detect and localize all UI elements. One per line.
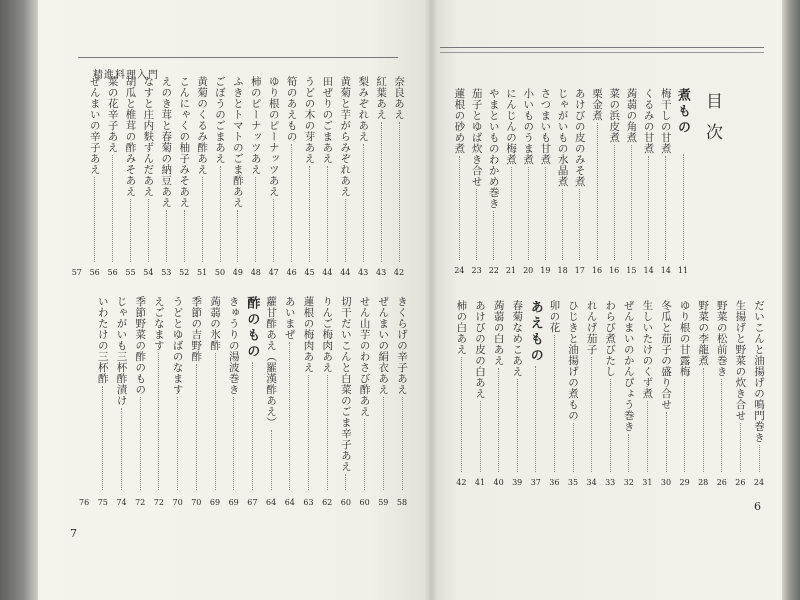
- toc-entry: [374, 76, 388, 277]
- toc-page-number: 64: [266, 498, 277, 507]
- dotted-leader: [459, 156, 460, 260]
- toc-page-number: 31: [642, 478, 653, 487]
- toc-entry-title: にんじんの梅煮: [505, 88, 517, 165]
- toc-entry: [339, 296, 353, 507]
- toc-page-number: 47: [268, 268, 279, 277]
- toc-entry-title: うどの木の芽あえ: [303, 76, 316, 164]
- dotted-leader: [327, 375, 328, 490]
- toc-page-number: 75: [97, 498, 108, 507]
- toc-entry: [521, 88, 535, 275]
- dotted-leader: [252, 362, 253, 490]
- toc-entry: [213, 76, 227, 277]
- toc-entry: [395, 296, 409, 507]
- dotted-leader: [740, 423, 741, 472]
- dotted-leader: [573, 423, 574, 472]
- dotted-leader: [759, 445, 760, 472]
- dotted-leader: [493, 211, 494, 260]
- toc-page-number: 55: [125, 268, 136, 277]
- toc-entry: [70, 76, 84, 277]
- dotted-leader: [498, 368, 499, 472]
- toc-page-number: 19: [540, 266, 551, 275]
- toc-entry: [624, 88, 638, 275]
- toc-entry-title: ゆり根のピーナッツあえ: [267, 76, 280, 197]
- toc-heading-leader: [529, 364, 543, 487]
- dotted-leader: [158, 353, 159, 490]
- dotted-leader: [399, 122, 400, 262]
- toc-entry-title: 茄子とゆば炊き合せ: [470, 88, 483, 187]
- running-head: 精進料理入門: [93, 70, 159, 81]
- toc-entry-title: 奈良あえ: [393, 76, 405, 120]
- toc-page-number: 48: [250, 268, 261, 277]
- left-header-rule: [78, 57, 398, 58]
- dotted-leader: [271, 430, 272, 490]
- toc-entry: [356, 76, 370, 277]
- toc-page-number: 41: [474, 478, 486, 487]
- book-gutter: [424, 0, 438, 600]
- toc-page-number: 49: [232, 268, 243, 277]
- toc-entry: [492, 300, 506, 487]
- toc-entry: [607, 88, 621, 275]
- toc-page-number: 40: [493, 478, 504, 487]
- dotted-leader: [562, 189, 563, 260]
- left-page-number: 7: [70, 527, 77, 540]
- toc-page-number: 60: [359, 498, 370, 507]
- toc-page-number: 22: [488, 266, 499, 275]
- toc-page-number: 70: [172, 498, 183, 507]
- toc-entry-title: ぜんまいの辛子あえ: [88, 76, 101, 175]
- toc-entry: [159, 76, 173, 277]
- toc-entry-title: 梅干しの甘煮: [659, 88, 672, 154]
- toc-page-number: 54: [143, 268, 154, 277]
- toc-entry: [302, 296, 316, 507]
- toc-entry-title: わらび煮びたし: [604, 300, 617, 377]
- dotted-leader: [597, 123, 598, 260]
- dotted-leader: [545, 167, 546, 260]
- toc-entry-title: れんげ茄子: [585, 300, 598, 355]
- dotted-leader: [196, 364, 197, 490]
- toc-entry-title: あいまぜ: [283, 296, 296, 340]
- toc-heading-leader: [676, 152, 690, 275]
- toc-entry: [338, 76, 352, 277]
- toc-page-number: 39: [512, 478, 523, 487]
- toc-entry: [77, 296, 91, 507]
- dotted-leader: [202, 177, 203, 262]
- toc-entry-title: 筍のあえもの: [285, 76, 298, 142]
- toc-entry-title: 柿のピーナッツあえ: [249, 76, 262, 175]
- toc-entry-title: ごぼうのごまあえ: [214, 76, 226, 164]
- toc-entry-title: 冬瓜と茄子の盛り合せ: [660, 300, 672, 410]
- toc-page-number: 69: [209, 498, 221, 507]
- toc-entry: [267, 76, 281, 277]
- dotted-leader: [233, 397, 234, 490]
- toc-section-heading: 煮もの: [675, 88, 690, 136]
- toc-entry-title: えのき茸と春菊の納豆あえ: [160, 76, 173, 208]
- dotted-leader: [102, 386, 103, 490]
- toc-entry: [696, 300, 710, 487]
- toc-entry-title: 蓮根の砂め煮: [453, 88, 466, 154]
- toc-page-number: 56: [89, 268, 100, 277]
- dotted-leader: [610, 379, 611, 472]
- toc-page-number: 16: [591, 266, 603, 275]
- toc-page-number: 14: [643, 266, 654, 275]
- toc-page-number: 32: [623, 478, 634, 487]
- toc-entry: [264, 296, 278, 507]
- dotted-leader: [647, 401, 648, 472]
- toc-page-number: 16: [609, 266, 620, 275]
- dotted-leader: [184, 210, 185, 262]
- toc-page-number: 67: [247, 498, 258, 507]
- toc-page-number: 69: [228, 498, 239, 507]
- toc-entry: [752, 300, 766, 487]
- toc-entry-title: 菜の花辛子あえ: [106, 76, 119, 153]
- toc-page-number: 14: [660, 266, 671, 275]
- toc-page-number: 60: [340, 498, 351, 507]
- toc-entry: [115, 296, 129, 507]
- dotted-leader: [364, 419, 365, 490]
- toc-page-number: 58: [396, 498, 408, 507]
- toc-entry: [659, 88, 673, 275]
- toc-entry-title: くるみの甘煮: [642, 88, 655, 154]
- toc-page-number: 26: [716, 478, 727, 487]
- dotted-leader: [177, 397, 178, 490]
- toc-entry: [285, 76, 299, 277]
- toc-entry: [487, 88, 501, 275]
- toc-entry-title: だいこんと油揚げの鳴門巻き: [753, 300, 765, 443]
- dotted-leader: [140, 397, 141, 490]
- toc-page-number: 64: [284, 498, 295, 507]
- toc-page-number: 51: [197, 268, 208, 277]
- toc-page-number: 53: [161, 268, 172, 277]
- toc-page-number: 59: [378, 498, 389, 507]
- toc-entry: [642, 88, 656, 275]
- dotted-leader: [166, 210, 167, 262]
- toc-entry-title: ぜんまいのかんぴょう巻き: [622, 300, 635, 432]
- toc-entry-title: りんご梅肉あえ: [321, 296, 334, 373]
- toc-section-heading: 酢のもの: [244, 296, 260, 360]
- toc-entry-title: 栗金煮: [591, 88, 603, 121]
- dotted-leader: [289, 342, 290, 490]
- toc-page-number: 15: [626, 266, 637, 275]
- toc-entry: [376, 296, 390, 507]
- dotted-leader: [517, 379, 518, 472]
- toc-entry: [88, 76, 102, 277]
- toc-entry: [141, 76, 155, 277]
- dotted-leader: [94, 177, 95, 262]
- dotted-leader: [703, 368, 704, 472]
- toc-entry: [303, 76, 317, 277]
- dotted-leader: [220, 166, 221, 262]
- toc-page-number: 72: [153, 498, 164, 507]
- toc-page-number: 50: [214, 268, 226, 277]
- toc-entry: [124, 76, 138, 277]
- dotted-leader: [476, 189, 477, 260]
- toc-entry-title: きくらげの辛子あえ: [396, 296, 408, 395]
- right-header-rule: [440, 47, 764, 48]
- toc-entry-title: 紅葉あえ: [375, 76, 388, 120]
- toc-entry-title: ふきとトマトのごま酢あえ: [231, 76, 244, 208]
- toc-entry: [358, 296, 372, 507]
- dotted-leader: [535, 366, 536, 472]
- toc-entry-title: 蒟蒻の氷酢: [209, 296, 221, 351]
- dotted-leader: [327, 166, 328, 262]
- toc-page-number: 24: [753, 478, 765, 487]
- toc-page-number: 34: [586, 478, 597, 487]
- dotted-leader: [721, 379, 722, 472]
- toc-page-number: 37: [530, 478, 541, 487]
- toc-entry-title: 小いものうま煮: [522, 88, 535, 165]
- toc-page-number: 56: [107, 268, 118, 277]
- toc-entry-title: ぜんまいの絹衣あえ: [377, 296, 390, 395]
- toc-entry: [470, 88, 484, 275]
- toc-entry: [227, 296, 241, 507]
- toc-entry-title: えごなます: [152, 296, 165, 351]
- dotted-leader: [255, 177, 256, 262]
- toc-page-number: 30: [660, 478, 672, 487]
- toc-section-heading: あえもの: [527, 300, 543, 364]
- dotted-leader: [628, 434, 629, 472]
- toc-entry-title: 季節の吉野酢: [190, 296, 203, 362]
- book-cover-edge-right: [782, 0, 800, 600]
- dotted-leader: [461, 357, 462, 472]
- toc-entry: [640, 300, 654, 487]
- toc-entry-title: あけびの皮の白あえ: [474, 300, 486, 399]
- toc-page-number: 42: [393, 268, 405, 277]
- toc-entry: [231, 76, 245, 277]
- toc-entry-title: こんにゃくの柚子みそあえ: [178, 76, 191, 208]
- toc-entry-title: 蘿甘酢あえ（羅漢酢あえ）: [265, 296, 278, 428]
- toc-page-number: 70: [191, 498, 202, 507]
- dotted-leader: [511, 167, 512, 260]
- toc-entry: [510, 300, 524, 487]
- toc-entry: [585, 300, 599, 487]
- toc-entry: [320, 76, 334, 277]
- toc-entry: [473, 300, 487, 487]
- dotted-leader: [237, 210, 238, 262]
- toc-entry: [678, 300, 692, 487]
- right-page-number: 6: [754, 500, 761, 513]
- toc-entry: [171, 296, 185, 507]
- toc-entry: [538, 88, 552, 275]
- toc-page-number: 76: [79, 498, 90, 507]
- toc-page-number: 20: [523, 266, 534, 275]
- right-header-rule-2: [440, 52, 764, 53]
- toc-page-number: 11: [677, 266, 689, 275]
- toc-entry: [733, 300, 747, 487]
- toc-entry-title: あけびの皮のみそ煮: [573, 88, 586, 187]
- toc-page-number: 44: [322, 268, 333, 277]
- toc-page-number: 43: [358, 268, 369, 277]
- toc-entry: [566, 300, 580, 487]
- toc-entry: [177, 76, 191, 277]
- toc-entry-title: ゆり根の甘露梅: [678, 300, 691, 377]
- toc-entry: [195, 76, 209, 277]
- dotted-leader: [648, 156, 649, 260]
- toc-entry-title: 卯の花: [548, 300, 561, 333]
- toc-entry-title: 生揚げと野菜の炊き合せ: [734, 300, 747, 421]
- toc-heading-leader: [245, 360, 259, 507]
- toc-page-number: 62: [322, 498, 333, 507]
- toc-page-number: 29: [679, 478, 690, 487]
- toc-page-number: 72: [135, 498, 146, 507]
- toc-entry-title: さつまいも甘煮: [539, 88, 552, 165]
- dotted-leader: [579, 189, 580, 260]
- dotted-leader: [683, 154, 684, 260]
- toc-page-number: 17: [574, 266, 585, 275]
- toc-entry: [659, 300, 673, 487]
- toc-page-number: 43: [376, 268, 387, 277]
- toc-entry-title: 野菜の李龍煮: [697, 300, 710, 366]
- toc-entry: [504, 88, 518, 275]
- toc-entry: [622, 300, 636, 487]
- dotted-leader: [383, 397, 384, 490]
- toc-entry-title: 黄菊と芋がらみぞれあえ: [339, 76, 352, 197]
- toc-page-number: 46: [286, 268, 297, 277]
- toc-page-number: 24: [454, 266, 465, 275]
- toc-entry-title: 柿の白あえ: [455, 300, 468, 355]
- dotted-leader: [309, 166, 310, 262]
- toc-entry-title: 胡瓜と椎茸の酢みそあえ: [124, 76, 137, 197]
- toc-entry: [392, 76, 406, 277]
- toc-entry-title: やまといものわかめ巻き: [487, 88, 500, 209]
- dotted-leader: [273, 199, 274, 262]
- dotted-leader: [345, 474, 346, 490]
- dotted-leader: [345, 199, 346, 262]
- toc-entry-title: じゃがいもの水晶煮: [556, 88, 569, 187]
- toc-entry: [96, 296, 110, 507]
- toc-entry: [283, 296, 297, 507]
- dotted-leader: [381, 122, 382, 262]
- toc-entry-title: 切干だいこんと白菜のごま辛子あえ: [339, 296, 352, 472]
- toc-page-number: 26: [735, 478, 746, 487]
- toc-entry-title: 梨みぞれあえ: [357, 76, 370, 142]
- toc-page-number: 57: [71, 268, 82, 277]
- toc-entry: [249, 76, 263, 277]
- toc-page-number: 63: [303, 498, 314, 507]
- toc-entry: [603, 300, 617, 487]
- toc-entry-title: きゅうりの湯波巻き: [227, 296, 240, 395]
- toc-page-number: 44: [340, 268, 351, 277]
- toc-page-number: 18: [557, 266, 568, 275]
- dotted-leader: [363, 144, 364, 262]
- toc-page-number: 52: [179, 268, 190, 277]
- toc-entry-title: 蒟蒻の白あえ: [492, 300, 505, 366]
- toc-entry: [152, 296, 166, 507]
- toc-entry: [590, 88, 604, 275]
- toc-entry: [106, 76, 120, 277]
- toc-entry-title: 蒟蒻の角煮: [625, 88, 638, 143]
- toc-page-number: 35: [567, 478, 579, 487]
- dotted-leader: [480, 401, 481, 472]
- toc-entry: [320, 296, 334, 507]
- toc-entry-title: じゃがいも三杯酢漬け: [115, 296, 128, 406]
- toc-entry-title: 春菊なめこあえ: [511, 300, 524, 377]
- toc-page-number: 74: [116, 498, 127, 507]
- toc-page-number: 28: [698, 478, 709, 487]
- toc-entry: [547, 300, 561, 487]
- toc-entry-title: いわたけの三杯酢: [96, 296, 109, 384]
- dotted-leader: [402, 397, 403, 490]
- dotted-leader: [148, 199, 149, 262]
- dotted-leader: [631, 145, 632, 260]
- dotted-leader: [308, 375, 309, 490]
- toc-entry-title: 菜の浜皮煮: [608, 88, 621, 143]
- toc-entry-title: 蓮根の梅肉あえ: [302, 296, 315, 373]
- dotted-leader: [112, 155, 113, 262]
- dotted-leader: [130, 199, 131, 262]
- toc-entry: [715, 300, 729, 487]
- toc-entry: [573, 88, 587, 275]
- toc-page-number: 45: [304, 268, 315, 277]
- toc-title: 目次: [702, 92, 722, 154]
- toc-entry-title: 野菜の松前巻き: [715, 300, 728, 377]
- toc-entry: [452, 88, 466, 275]
- toc-entry-title: せん山芋のわさび酢あえ: [358, 296, 371, 417]
- toc-entry-title: 田ぜりのごまあえ: [321, 76, 334, 164]
- toc-page-number: 33: [605, 478, 616, 487]
- toc-entry-title: ひじきと油揚げの煮もの: [567, 300, 579, 421]
- toc-entry: [208, 296, 222, 507]
- toc-page-number: 23: [471, 266, 482, 275]
- dotted-leader: [591, 357, 592, 472]
- dotted-leader: [684, 379, 685, 472]
- toc-entry: [556, 88, 570, 275]
- dotted-leader: [666, 412, 667, 472]
- toc-entry: [189, 296, 203, 507]
- dotted-leader: [614, 145, 615, 260]
- toc-entry-title: 季節野菜の酢のもの: [134, 296, 147, 395]
- toc-entry-title: 黄菊のくるみ酢あえ: [196, 76, 209, 175]
- dotted-leader: [215, 353, 216, 490]
- dotted-leader: [665, 156, 666, 260]
- toc-page-number: 21: [505, 266, 517, 275]
- book-cover-edge-left: [0, 0, 38, 600]
- toc-entry-title: 生しいたけのくず煮: [641, 300, 654, 399]
- toc-entry: [454, 300, 468, 487]
- toc-entry: [133, 296, 147, 507]
- toc-entry-title: なすと庄内麩ずんだあえ: [142, 76, 155, 197]
- toc-entry-title: うどとゆばのなます: [171, 296, 184, 395]
- dotted-leader: [528, 167, 529, 260]
- dotted-leader: [291, 144, 292, 262]
- toc-page-number: 42: [456, 478, 467, 487]
- toc-page-number: 36: [549, 478, 560, 487]
- dotted-leader: [554, 335, 555, 472]
- dotted-leader: [121, 408, 122, 490]
